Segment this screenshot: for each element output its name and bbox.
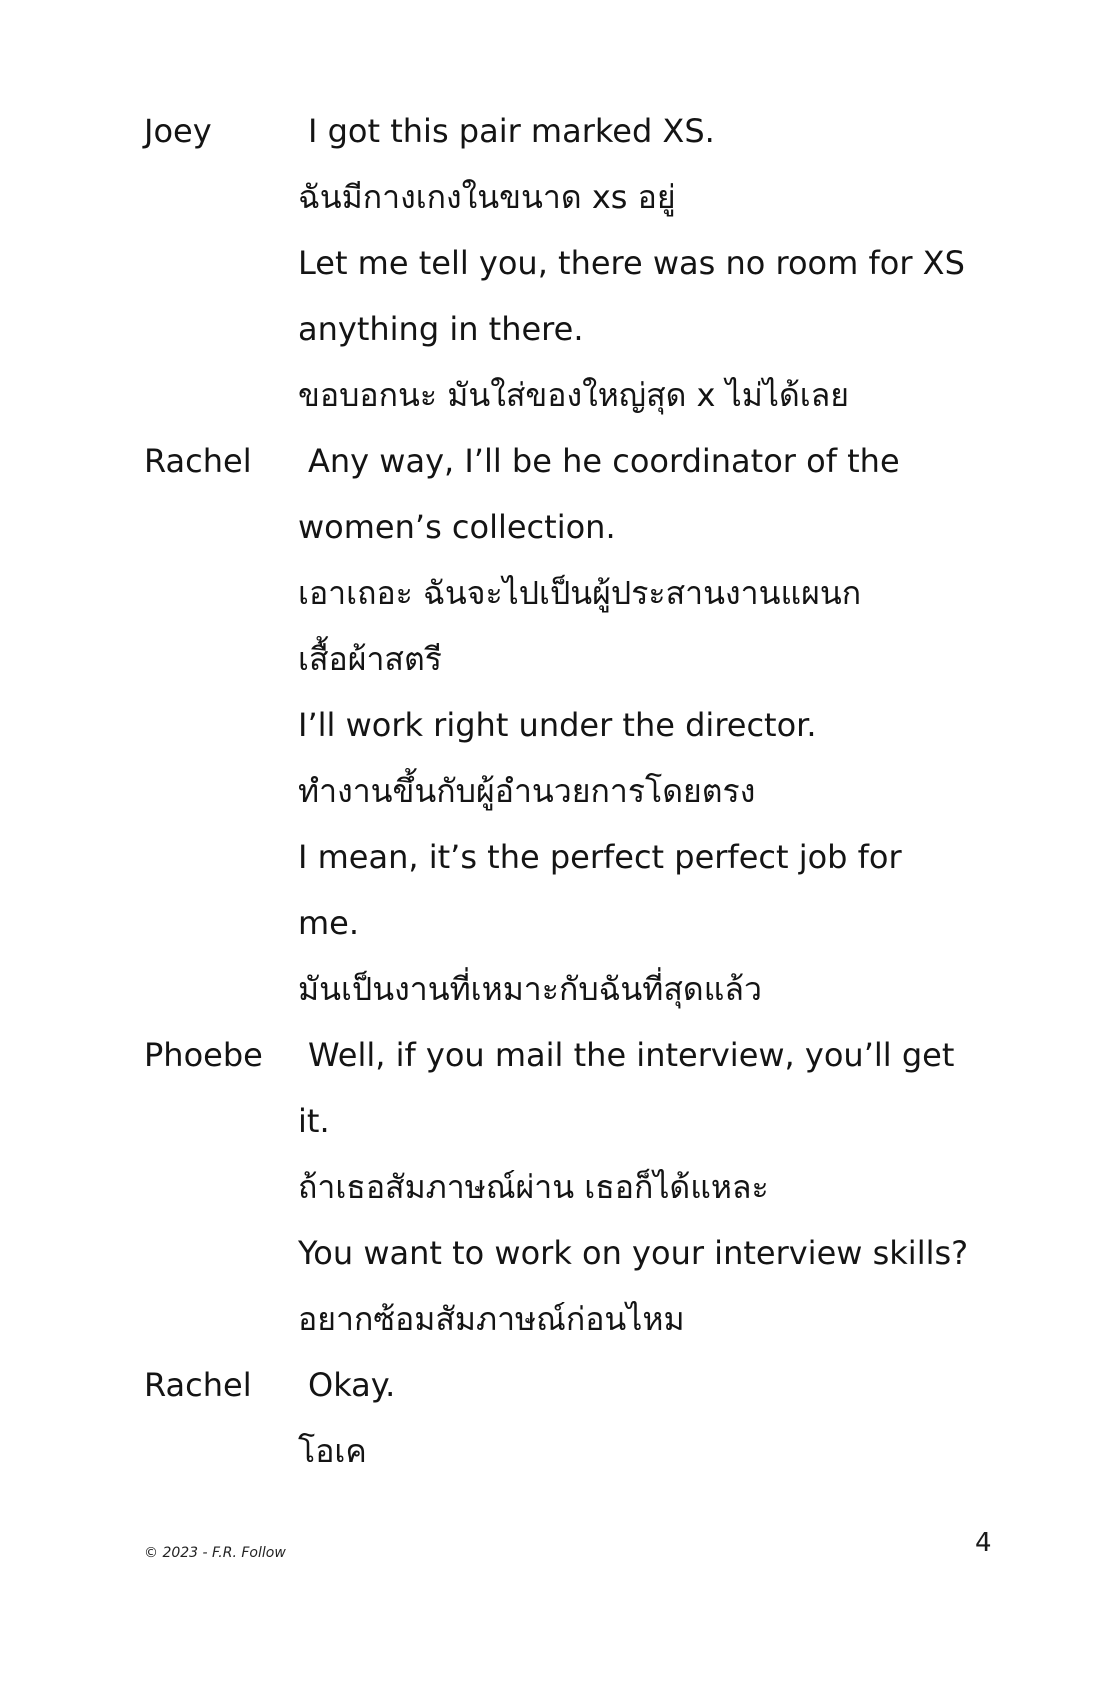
dialogue-block: [144, 98, 1014, 428]
dialogue-line: You want to work on your interview skills?: [298, 1234, 969, 1272]
dialogue-line: ทำงานขึ้นกับผู้อำนวยการโดยตรง: [298, 772, 756, 810]
dialogue-line: เอาเถอะ ฉันจะไปเป็นผู้ประสานงานแผนก: [298, 574, 862, 612]
dialogue-line: อยากซ้อมสัมภาษณ์ก่อนไหม: [298, 1300, 685, 1338]
dialogue-line: Okay.: [308, 1366, 396, 1404]
dialogue-line: anything in there.: [298, 310, 584, 348]
dialogue-line: ถ้าเธอสัมภาษณ์ผ่าน เธอก็ได้แหละ: [298, 1168, 769, 1206]
dialogue-line: Let me tell you, there was no room for XS: [298, 244, 965, 282]
dialogue-line: โอเค: [298, 1432, 367, 1470]
speaker-name: Joey: [144, 112, 212, 150]
speaker-name: Phoebe: [144, 1036, 263, 1074]
copyright-notice: © 2023 - F.R. Follow: [144, 1545, 286, 1561]
dialogue-lines: [298, 1022, 1014, 1352]
dialogue-line: ขอบอกนะ มันใส่ของใหญ่สุด x ไม่ได้เลย: [298, 376, 850, 414]
dialogue-line: เสื้อผ้าสตรี: [298, 640, 442, 678]
dialogue-line: I mean, it’s the perfect perfect job for: [298, 838, 902, 876]
dialogue-line: Any way, I’ll be he coordinator of the: [308, 442, 900, 480]
speaker-name: Rachel: [144, 442, 252, 480]
dialogue-block: [144, 1022, 1014, 1352]
dialogue-line: I’ll work right under the director.: [298, 706, 817, 744]
dialogue-lines: [298, 428, 1014, 1022]
dialogue-line: มันเป็นงานที่เหมาะกับฉันที่สุดแล้ว: [298, 970, 762, 1008]
dialogue-lines: [298, 98, 1014, 428]
dialogue-block: [144, 1352, 1014, 1484]
dialogue-line: Well, if you mail the interview, you’ll get: [308, 1036, 955, 1074]
dialogue-lines: [298, 1352, 1014, 1484]
speaker-name: Rachel: [144, 1366, 252, 1404]
dialogue-line: me.: [298, 904, 360, 942]
dialogue-line: I got this pair marked XS.: [308, 112, 715, 150]
dialogue-line: women’s collection.: [298, 508, 616, 546]
dialogue-script: [144, 98, 1014, 1484]
dialogue-block: [144, 428, 1014, 1022]
page-number: 4: [975, 1528, 992, 1558]
dialogue-line: it.: [298, 1102, 330, 1140]
dialogue-line: ฉันมีกางเกงในขนาด xs อยู่: [298, 178, 676, 216]
